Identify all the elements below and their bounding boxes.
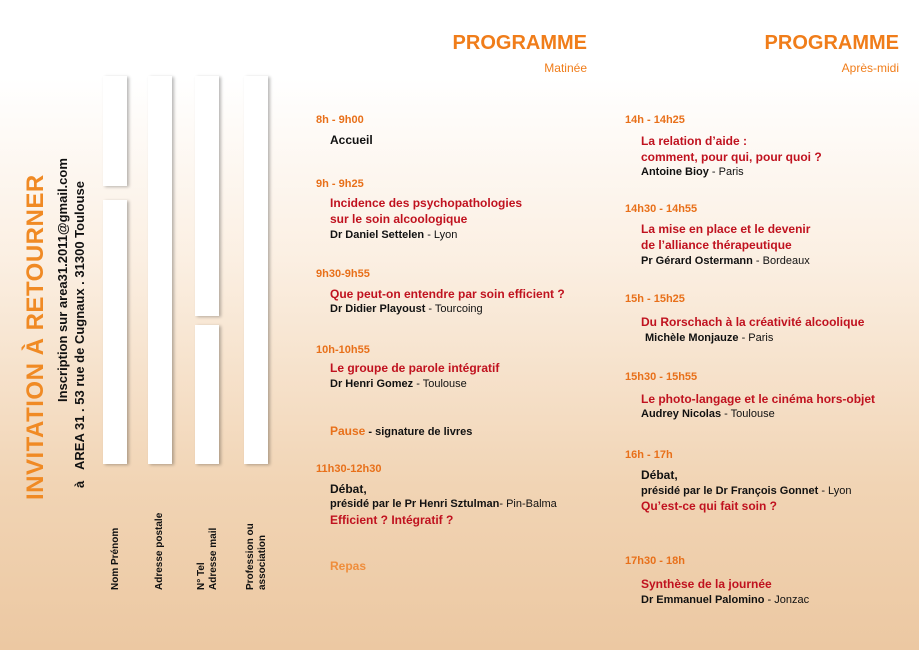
afternoon-time-4: 15h30 - 15h55 bbox=[625, 371, 698, 383]
afternoon-time-3: 15h - 15h25 bbox=[625, 293, 685, 305]
invitation-address-line: AREA 31 . 53 rue de Cugnaux . 31300 Toulouse bbox=[72, 181, 87, 470]
name-field-box-bottom[interactable] bbox=[103, 200, 127, 464]
morning-time-1: 8h - 9h00 bbox=[316, 114, 364, 126]
afternoon-speaker-6: Dr Emmanuel Palomino - Jonzac bbox=[641, 594, 810, 606]
invitation-address-prefix: à bbox=[72, 480, 87, 488]
afternoon-debate-line2: présidé par le Dr François Gonnet - Lyon bbox=[641, 485, 852, 497]
phone-field-label: N° Tel bbox=[196, 562, 207, 590]
name-field-label: Nom Prénom bbox=[110, 527, 121, 590]
afternoon-time-5: 16h - 17h bbox=[625, 449, 673, 461]
afternoon-speaker-3: Michèle Monjauze - Paris bbox=[645, 332, 774, 344]
postal-address-field-box[interactable] bbox=[148, 76, 172, 464]
morning-talk-1: Accueil bbox=[330, 133, 373, 147]
afternoon-talk-1-line2: comment, pour qui, pour quoi ? bbox=[641, 150, 822, 164]
morning-lunch: Repas bbox=[330, 559, 367, 573]
afternoon-speaker-1: Antoine Bioy - Paris bbox=[641, 166, 744, 178]
email-field-box[interactable] bbox=[195, 325, 219, 464]
morning-time-2: 9h - 9h25 bbox=[316, 178, 364, 190]
name-field-box-top[interactable] bbox=[103, 76, 127, 186]
morning-speaker-4: Dr Henri Gomez - Toulouse bbox=[330, 378, 467, 390]
morning-programme-subtitle: Matinée bbox=[544, 61, 587, 75]
afternoon-talk-4: Le photo-langage et le cinéma hors-objet bbox=[641, 392, 876, 406]
morning-debate-line2: présidé par le Pr Henri Sztulman- Pin-Balma bbox=[330, 498, 557, 510]
morning-talk-4: Le groupe de parole intégratif bbox=[330, 361, 500, 375]
morning-pause bbox=[330, 422, 472, 440]
invitation-email-line: Inscription sur area31.2011@gmail.com bbox=[55, 158, 70, 402]
afternoon-talk-2-line1: La mise en place et le devenir bbox=[641, 222, 811, 236]
postal-address-field-label: Adresse postale bbox=[154, 512, 165, 590]
morning-speaker-2: Dr Daniel Settelen - Lyon bbox=[330, 229, 458, 241]
afternoon-talk-1-line1: La relation d’aide : bbox=[641, 134, 748, 148]
afternoon-debate-topic: Qu’est-ce qui fait soin ? bbox=[641, 499, 778, 513]
profession-field-label-1: Profession ou bbox=[245, 523, 256, 590]
morning-time-3: 9h30-9h55 bbox=[316, 268, 370, 280]
afternoon-talk-2-line2: de l’alliance thérapeutique bbox=[641, 238, 792, 252]
morning-talk-3: Que peut-on entendre par soin efficient ? bbox=[330, 287, 565, 301]
afternoon-debate-line1: Débat, bbox=[641, 468, 678, 482]
morning-time-6: 11h30-12h30 bbox=[316, 463, 382, 475]
pause-note: - signature de livres bbox=[365, 426, 473, 438]
afternoon-talk-6: Synthèse de la journée bbox=[641, 577, 772, 591]
afternoon-talk-3: Du Rorschach à la créativité alcoolique bbox=[641, 315, 865, 329]
morning-debate-line1: Débat, bbox=[330, 482, 367, 496]
morning-debate-topic: Efficient ? Intégratif ? bbox=[330, 513, 454, 527]
afternoon-programme-title: PROGRAMME bbox=[764, 32, 899, 54]
afternoon-time-1: 14h - 14h25 bbox=[625, 114, 685, 126]
afternoon-speaker-2: Pr Gérard Ostermann - Bordeaux bbox=[641, 255, 810, 267]
morning-talk-2-line2: sur le soin alcoologique bbox=[330, 212, 468, 226]
afternoon-time-2: 14h30 - 14h55 bbox=[625, 203, 698, 215]
profession-field-box[interactable] bbox=[244, 76, 268, 464]
morning-programme-title: PROGRAMME bbox=[452, 32, 587, 54]
afternoon-time-6: 17h30 - 18h bbox=[625, 555, 685, 567]
phone-field-box[interactable] bbox=[195, 76, 219, 316]
morning-time-4: 10h-10h55 bbox=[316, 344, 370, 356]
invitation-title: INVITATION À RETOURNER bbox=[22, 174, 49, 500]
morning-speaker-3: Dr Didier Playoust - Tourcoing bbox=[330, 303, 483, 315]
email-field-label: Adresse mail bbox=[208, 527, 219, 590]
morning-talk-2-line1: Incidence des psychopathologies bbox=[330, 196, 523, 210]
afternoon-speaker-4: Audrey Nicolas - Toulouse bbox=[641, 408, 775, 420]
afternoon-programme-subtitle: Après-midi bbox=[841, 61, 899, 75]
pause-label: Pause bbox=[330, 424, 366, 438]
profession-field-label-2: association bbox=[257, 534, 268, 590]
